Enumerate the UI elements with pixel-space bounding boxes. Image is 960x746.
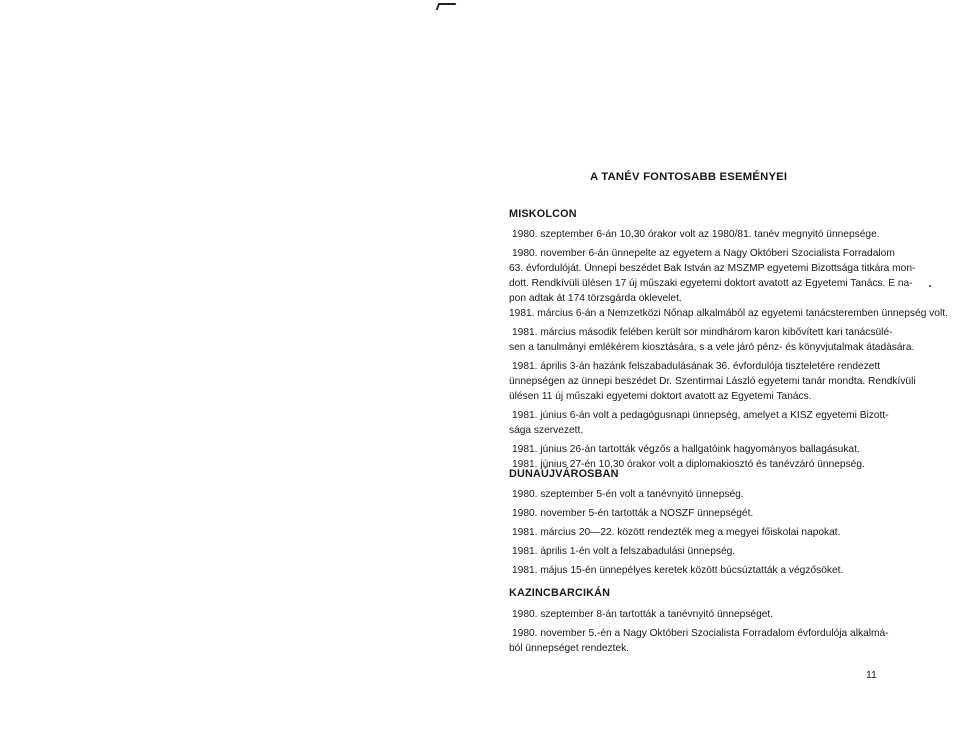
page-number: 11 xyxy=(866,669,877,681)
section-heading-miskolc: MISKOLCON xyxy=(509,208,577,220)
text-line: ból ünnepséget rendeztek. xyxy=(509,643,630,654)
text-line: 1981. június 27-én 10,30 órakor volt a diplomakiosztó és tanévzáró ünnepség. xyxy=(512,459,865,470)
text-line: 1980. szeptember 6-án 10,30 órakor volt az 1980/81. tanév megnyitó ünnepsége. xyxy=(512,229,880,240)
section-body-kazincbarcika xyxy=(509,607,894,656)
text-line: 1981. március 20—22. között rendezték meg a megyei főiskolai napokat. xyxy=(512,527,841,538)
section-heading-dunaujvaros: DUNAÚJVÁROSBAN xyxy=(509,468,619,480)
section-heading-kazincbarcika: KAZINCBARCIKÁN xyxy=(509,587,611,599)
text-line: 1980. november 5-én tartották a NOSZF ünnepségét. xyxy=(512,508,754,519)
text-line: 1981. április 1-én volt a felszabadulási ünnepség. xyxy=(512,546,736,557)
text-line: 1980. november 6-án ünnepelte az egyetem a Nagy Októberi Szocialista Forradalom xyxy=(512,248,895,259)
text-line: 1981. március második felében került sor mindhárom karon kibővített kari tanácsülé- xyxy=(512,327,893,338)
text-line: sen a tanulmányi emlékérem kiosztására, s a vele járó pénz- és könyvjutalmak átadására. xyxy=(509,342,915,353)
stray-dot xyxy=(929,285,931,287)
text-line: 1980. szeptember 8-án tartották a tanévnyitó ünnepséget. xyxy=(512,609,774,620)
text-line: 1981. március 6-án a Nemzetközi Nőnap alkalmából az egyetemi tanácsteremben ünnepség volt. xyxy=(509,308,948,319)
text-line: 1981. június 6-án volt a pedagógusnapi ünnepség, amelyet a KISZ egyetemi Bizott- xyxy=(512,410,889,421)
text-line: 1981. április 3-án hazánk felszabadulásának 36. évfordulója tiszteletére rendezett xyxy=(512,361,881,372)
text-line: ülésen 11 új műszaki egyetemi doktort avatott az Egyetemi Tanács. xyxy=(509,391,812,402)
text-line: pon adtak át 174 törzsgárda oklevelet. xyxy=(509,293,682,304)
page-title: A TANÉV FONTOSABB ESEMÉNYEI xyxy=(590,171,788,183)
text-line: 1980. szeptember 5-én volt a tanévnyitó ünnepség. xyxy=(512,489,744,500)
text-line: dott. Rendkívüli ülésen 17 új műszaki egyetemi doktort avatott az Egyetemi Tanács. E na- xyxy=(509,278,913,289)
text-line: 1980. november 5.-én a Nagy Októberi Szocialista Forradalom évfordulója alkalmá- xyxy=(512,628,889,639)
text-line: 1981. június 26-án tartották végzős a hallgatóink hagyományos ballagásukat. xyxy=(512,444,860,455)
text-line: 1981. május 15-én ünnepélyes keretek között búcsúztatták a végzősöket. xyxy=(512,565,844,576)
text-line: ünnepségen az ünnepi beszédet Dr. Szentirmai László egyetemi tanár mondta. Rendkívüli xyxy=(509,376,916,387)
text-line: 63. évfordulóját. Ünnepi beszédet Bak István az MSZMP egyetemi Bizottsága titkára mon- xyxy=(509,263,916,274)
section-body-dunaujvaros xyxy=(509,487,894,578)
text-line: sága szervezett. xyxy=(509,425,584,436)
section-body-miskolc xyxy=(509,227,948,472)
corner-mark xyxy=(436,3,457,10)
